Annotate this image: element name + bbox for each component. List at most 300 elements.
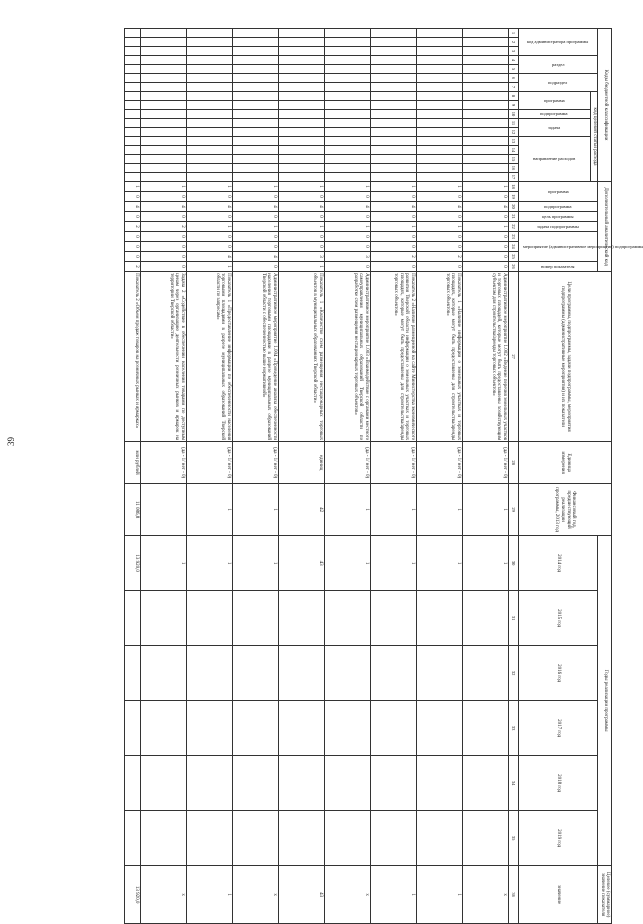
code-cell [140,101,186,110]
code-cell [324,119,370,128]
code-cell [140,83,186,92]
code-cell [232,128,278,137]
code-cell: 0 [124,242,140,252]
table-row [278,29,324,924]
code-cell [140,38,186,47]
code-cell [462,47,508,56]
code-cell [232,137,278,146]
value-2017-cell [324,701,370,756]
admin-code-label: код администратора программы [527,39,589,45]
column-number: 29 [508,484,518,536]
code-cell [278,164,324,173]
code-cell: 4 [186,252,232,262]
code-cell [232,92,278,101]
code-cell [370,110,416,119]
code-cell [140,56,186,65]
code-cell [278,38,324,47]
code-cell [278,65,324,74]
code-cell: 0 [278,232,324,242]
value-2017-cell [278,701,324,756]
code-cell [278,173,324,182]
value-2014-cell: 43 [278,536,324,591]
column-number: 4 [508,56,518,65]
y2014-label: 2014 год [518,536,598,591]
column-number: 21 [508,212,518,222]
code-cell [324,173,370,182]
code-cell: 4 [140,202,186,212]
code-cell [278,101,324,110]
code-cell: 1 [140,182,186,192]
column-number: 27 [508,272,518,442]
code-cell [232,146,278,155]
code-cell [462,65,508,74]
target-value-cell: х [140,866,186,924]
code-cell: 1 [232,222,278,232]
code-cell [370,65,416,74]
code-cell: 0 [278,212,324,222]
program-table [124,28,643,924]
code-cell [416,29,462,38]
subprog2-label: подпрограмма [544,203,572,209]
code-cell [370,173,416,182]
column-number: 18 [508,182,518,192]
unit-header: Единица измерения [518,442,611,484]
code-cell [278,146,324,155]
column-number: 5 [508,65,518,74]
fin-year-cell: 1 [370,484,416,536]
code-cell [124,56,140,65]
code-cell [416,128,462,137]
code-cell [140,110,186,119]
code-cell: 0 [370,212,416,222]
code-cell: 1 [416,222,462,232]
fin-year-cell: 1 [232,484,278,536]
code-cell [462,164,508,173]
code-cell: 0 [124,192,140,202]
fin-year-cell: 1 [324,484,370,536]
code-cell [232,110,278,119]
code-cell [140,146,186,155]
code-cell [232,74,278,83]
code-cell: 0 [232,212,278,222]
code-cell [370,164,416,173]
code-cell [232,119,278,128]
table-row [232,29,278,924]
fin-year-cell: 1 [416,484,462,536]
code-cell [232,47,278,56]
code-cell [462,74,508,83]
kbk-header: Коды бюджетной классификации [598,29,612,182]
value-2019-cell [140,811,186,866]
code-cell: 0 [140,252,186,262]
code-cell: 0 [324,192,370,202]
code-cell [370,74,416,83]
code-cell: 0 [462,192,508,202]
code-cell [124,119,140,128]
column-number: 19 [508,192,518,202]
column-number: 34 [508,756,518,811]
value-2019-cell [416,811,462,866]
code-cell [278,29,324,38]
code-cell [124,173,140,182]
description-cell: Административное мероприятие 1.004 «Проведение анализа обеспеченности населения торговыми площадями в разрезе муниципальных образований Тверской области с обеспеченностью выше нормативной» [232,272,278,442]
code-cell [416,110,462,119]
code-cell [140,173,186,182]
code-cell [462,119,508,128]
fin-year-cell: 42 [278,484,324,536]
code-cell: 2 [140,222,186,232]
code-cell [324,38,370,47]
value-2016-cell [324,646,370,701]
code-cell [370,38,416,47]
column-number: 30 [508,536,518,591]
column-number: 3 [508,47,518,56]
code-cell [124,164,140,173]
task-label: задача подпрограммы [537,223,580,229]
goals-header: Цели программы, подпрограммы, задачи подпрограммы, мероприятия подпрограммы (административные мероприятия) и их показатели [518,272,611,442]
value-2015-cell [186,591,232,646]
column-number: 12 [508,128,518,137]
code-cell: 3 [324,252,370,262]
column-number: 25 [508,252,518,262]
code-cell [232,83,278,92]
value-2016-cell [186,646,232,701]
code-cell [186,29,232,38]
code-cell: 1 [416,182,462,192]
code-cell [370,128,416,137]
code-cell [124,155,140,164]
code-cell: 0 [462,262,508,272]
target-value-cell: 13 920,0 [124,866,140,924]
value-2014-cell: 1 [462,536,508,591]
table-row [124,29,140,924]
code-cell [416,56,462,65]
fin-year-cell: 1 [186,484,232,536]
code-cell [186,83,232,92]
code-cell [324,128,370,137]
column-number: 9 [508,101,518,110]
code-cell: 1 [186,262,232,272]
code-cell [324,65,370,74]
value-2014-cell: 1 [186,536,232,591]
value-2017-cell [462,701,508,756]
code-cell: 1 [232,182,278,192]
code-cell: 0 [186,212,232,222]
code-cell [416,164,462,173]
unit-cell: (да - 1/ нет - 0) [462,442,508,484]
code-cell: 1 [324,222,370,232]
code-cell: 0 [416,212,462,222]
subprogram-label: подпрограмма [540,111,568,117]
code-cell: 2 [370,252,416,262]
code-cell [324,29,370,38]
code-cell: 0 [416,192,462,202]
column-number: 16 [508,164,518,173]
column-number: 33 [508,701,518,756]
code-cell [324,137,370,146]
unit-cell: (да - 1/ нет - 0) [324,442,370,484]
code-cell [416,92,462,101]
value-2018-cell [232,756,278,811]
code-cell [462,101,508,110]
code-cell [186,38,232,47]
code-cell [124,110,140,119]
code-cell: 1 [278,222,324,232]
unit-cell: (да - 1/ нет - 0) [370,442,416,484]
value-2019-cell [124,811,140,866]
code-cell [370,146,416,155]
y2018-label: 2018 год [518,756,598,811]
value-2014-cell: 1 [324,536,370,591]
code-cell [416,155,462,164]
value-2016-cell [278,646,324,701]
prog2-label: программа [547,188,569,194]
table-row [324,29,370,924]
value-2018-cell [370,756,416,811]
code-cell: 0 [370,232,416,242]
code-cell: 0 [124,252,140,262]
column-number: 20 [508,202,518,212]
code-cell [416,173,462,182]
code-cell: 0 [186,232,232,242]
code-cell [278,119,324,128]
target-header: Целевое (суммарное) значение показателя [598,866,612,924]
code-cell: 0 [140,212,186,222]
value-2018-cell [324,756,370,811]
code-cell: 0 [140,242,186,252]
column-number: 7 [508,83,518,92]
value-2017-cell [186,701,232,756]
code-cell [324,83,370,92]
code-cell [462,38,508,47]
code-cell [462,137,508,146]
code-cell [278,128,324,137]
code-cell [278,56,324,65]
code-cell [416,119,462,128]
value-2015-cell [140,591,186,646]
code-cell [416,47,462,56]
value-2016-cell [462,646,508,701]
code-cell: 0 [324,212,370,222]
code-cell [140,92,186,101]
code-cell [140,128,186,137]
code-cell [186,74,232,83]
column-number: 17 [508,173,518,182]
code-cell [416,146,462,155]
fin-year-cell [140,484,186,536]
column-number: 10 [508,110,518,119]
value-2015-cell [232,591,278,646]
column-number: 14 [508,146,518,155]
code-cell [140,65,186,74]
code-cell: 0 [278,242,324,252]
unit-cell: млн рублей [124,442,140,484]
code-cell: 0 [416,262,462,272]
column-number: 31 [508,591,518,646]
column-number: 13 [508,137,518,146]
code-cell: 1 [124,182,140,192]
value-2017-cell [232,701,278,756]
code-cell [278,83,324,92]
code-cell [324,101,370,110]
unit-cell: (да - 1/ нет - 0) [416,442,462,484]
column-number: 2 [508,38,518,47]
value-2015-cell [462,591,508,646]
code-cell: 0 [370,192,416,202]
code-cell [232,56,278,65]
code-cell [278,47,324,56]
code-cell [370,92,416,101]
code-cell [462,146,508,155]
code-cell [278,110,324,119]
value-2016-cell [232,646,278,701]
code-cell: 4 [462,202,508,212]
code-cell [186,101,232,110]
code-cell [140,164,186,173]
code-cell: 1 [462,222,508,232]
code-cell: 0 [232,242,278,252]
program-label: программа [543,97,565,103]
value-2019-cell [324,811,370,866]
code-cell [232,65,278,74]
code-cell [124,65,140,74]
rotated-table-container [42,28,643,918]
column-number: 11 [508,119,518,128]
column-number: 36 [508,866,518,924]
column-number: 24 [508,242,518,252]
code-cell [416,83,462,92]
unit-cell: (да - 1/ нет - 0) [186,442,232,484]
description-cell: Показатель 2 «Наличие размещенной на сайте Министерства экономического развития Тверской области информации о земельных участках и торговых площадях, которые могут быть предоставлены для строительства/аренды торговых объектов» [370,272,416,442]
y2016-label: 2016 год [518,646,598,701]
code-cell [124,29,140,38]
value-2018-cell [124,756,140,811]
code-cell [124,128,140,137]
code-cell [124,83,140,92]
code-cell: 1 [186,182,232,192]
code-cell [186,65,232,74]
table-row [416,29,462,924]
value-2015-cell [416,591,462,646]
target-value-cell: 43 [278,866,324,924]
unit-cell: (да - 1/ нет - 0) [232,442,278,484]
target-value-cell: 1 [186,866,232,924]
column-number: 1 [508,29,518,38]
goal-label: цель программы [542,213,574,219]
code-cell [462,155,508,164]
value-2014-cell: 1 [370,536,416,591]
description-cell: Административное мероприятие 1.002 «Ведение перечня земельных участков и торговых площадей, которые могут быть предоставлены хозяйствующим субъектам для строительства/аренды торговых объектов» [462,272,508,442]
code-cell [186,164,232,173]
code-cell [462,83,508,92]
value-2015-cell [124,591,140,646]
fin-year-cell: 11 086,8 [124,484,140,536]
value-2019-cell [278,811,324,866]
code-cell [186,92,232,101]
code-cell [416,137,462,146]
target-value-cell: х [324,866,370,924]
description-cell: Административное мероприятие 1.003 «Взаимодействие с органами местного самоуправления муниципальных образований Тверской области по разработке схем размещения нестационарных торговых объектов» [324,272,370,442]
code-cell: 4 [186,202,232,212]
value-2016-cell [124,646,140,701]
code-cell [140,155,186,164]
code-cell: 4 [232,252,278,262]
code-cell [186,155,232,164]
code-cell [416,38,462,47]
code-cell [186,137,232,146]
code-cell [232,173,278,182]
fin-year-cell: 1 [462,484,508,536]
value-2016-cell [140,646,186,701]
code-cell: 4 [232,202,278,212]
code-cell [186,119,232,128]
code-cell: 0 [140,232,186,242]
code-cell: 0 [462,252,508,262]
value-2017-cell [416,701,462,756]
description-cell: Показатель 1 «Предоставление информации по обеспеченности населения торговыми площадями в разрезе муниципальных образований Тверской области по запросам» [186,272,232,442]
value-2018-cell [462,756,508,811]
code-cell: 1 [462,182,508,192]
code-cell: 1 [370,222,416,232]
code-cell: 0 [462,242,508,252]
code-cell [370,29,416,38]
code-cell: 0 [232,232,278,242]
code-cell [324,74,370,83]
value-2014-cell: 1 [140,536,186,591]
value-label: значение [518,866,598,924]
code-cell [140,119,186,128]
code-cell: 1 [278,262,324,272]
value-2018-cell [278,756,324,811]
column-number: 26 [508,262,518,272]
expense-dir-label: направление расходов [533,156,576,162]
code-cell: 0 [370,262,416,272]
code-cell [462,128,508,137]
table-row [462,29,508,924]
code-cell [124,146,140,155]
target-value-cell: х [462,866,508,924]
code-cell [416,74,462,83]
code-cell: 0 [232,192,278,202]
target-value-cell: 1 [370,866,416,924]
years-header: Годы реализации программы [598,536,612,866]
value-2015-cell [278,591,324,646]
code-cell [124,47,140,56]
code-cell: 0 [416,242,462,252]
target-value-cell: х [232,866,278,924]
code-cell: 0 [140,262,186,272]
table-row [186,29,232,924]
description-cell: Показатель 1 «Наличие информации о земельных участках и торговых площадях, которые могут быть предоставлены для строительства/аренды торговых объектов» [416,272,462,442]
code-cell [140,29,186,38]
code-cell [324,146,370,155]
value-2017-cell [124,701,140,756]
code-cell [370,83,416,92]
value-2019-cell [232,811,278,866]
extra-code-header: Дополнительный аналитический код [598,182,612,272]
code-cell: 0 [462,232,508,242]
code-cell [370,119,416,128]
value-2016-cell [416,646,462,701]
y2017-label: 2017 год [518,701,598,756]
y2015-label: 2015 год [518,591,598,646]
column-number: 28 [508,442,518,484]
code-cell [462,56,508,65]
code-cell [124,38,140,47]
code-cell [140,137,186,146]
code-cell: 2 [416,252,462,262]
code-cell: 4 [278,202,324,212]
